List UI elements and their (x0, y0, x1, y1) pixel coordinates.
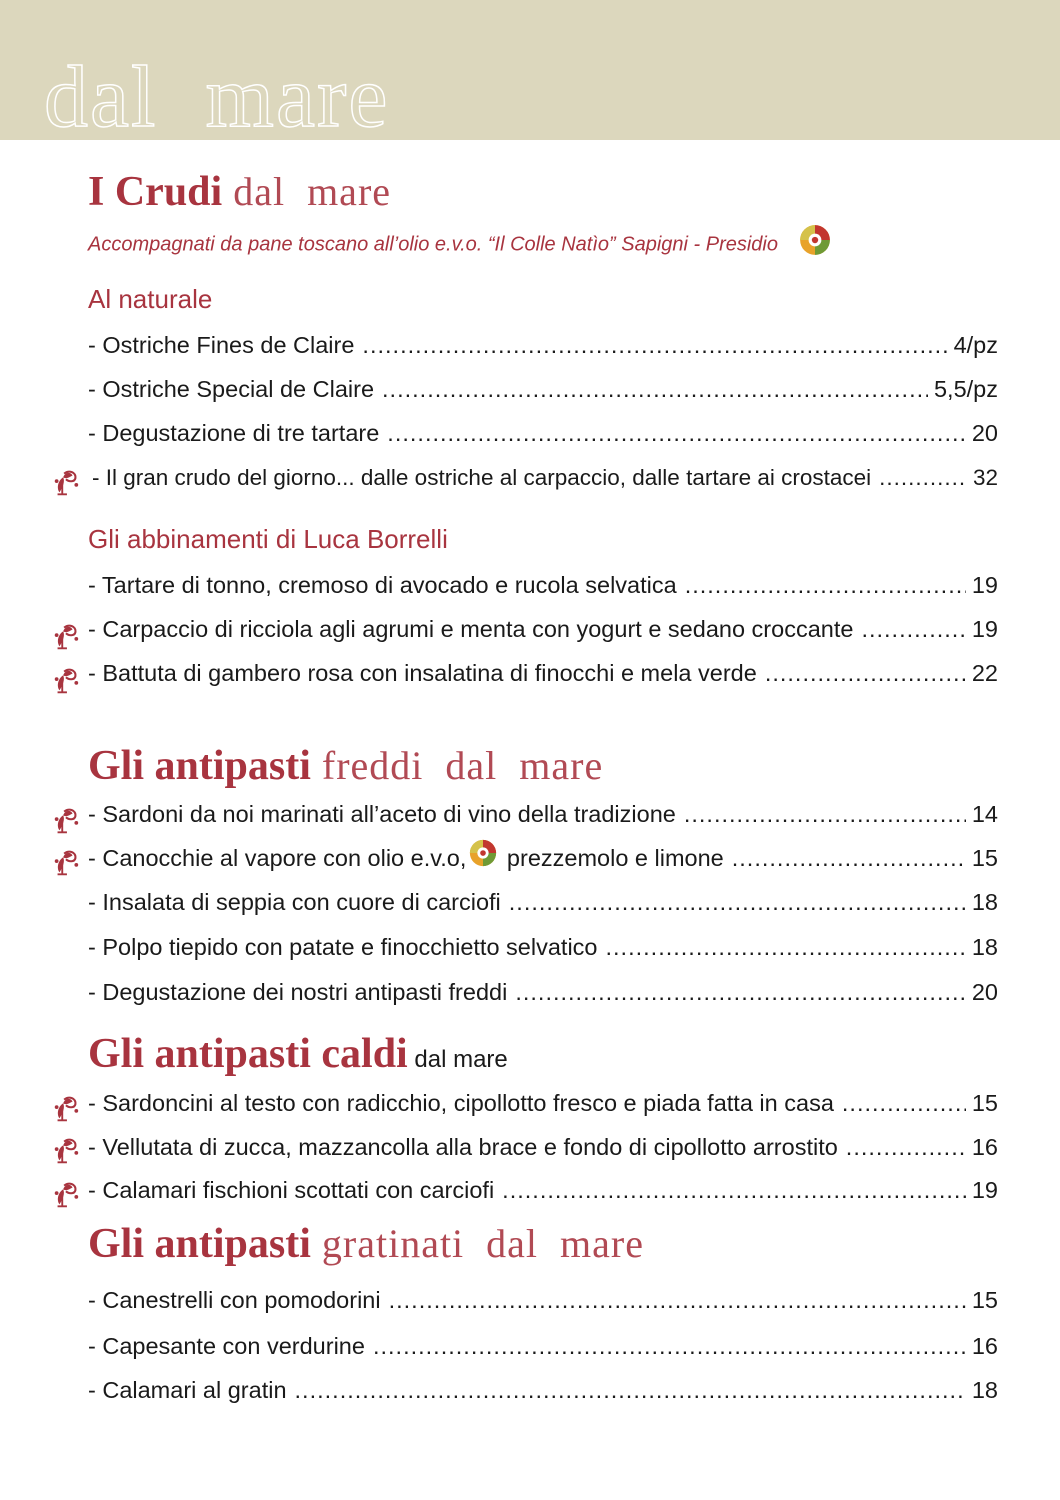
menu-item (88, 1287, 998, 1321)
header-banner (0, 0, 1060, 146)
item-price: 20 (971, 420, 998, 446)
chef-monogram-icon (50, 848, 82, 878)
note-text: Accompagnati da pane toscano all’olio e.v.o. “Il Colle Natìo” Sapigni - Presidio (88, 233, 778, 256)
slow-food-logo-icon (468, 838, 498, 868)
menu-item (88, 979, 998, 1013)
item-name-part1: - Canocchie al vapore con olio e.v.o, (88, 845, 467, 871)
menu-item (88, 376, 998, 410)
item-name: - Degustazione di tre tartare (88, 420, 380, 446)
menu-item (88, 1377, 998, 1411)
section-note (88, 233, 832, 257)
item-name: - Tartare di tonno, cremoso di avocado e rucola selvatica (88, 572, 677, 598)
page-title: dal mare (44, 49, 390, 146)
item-price: 16 (971, 1333, 998, 1359)
item-name: - Vellutata di zucca, mazzancolla alla brace e fondo di cipollotto arrostito (88, 1134, 838, 1160)
item-price: 15 (971, 1287, 998, 1313)
menu-item (88, 660, 998, 694)
section-title-gratinati (88, 1220, 644, 1268)
item-price: 18 (971, 1377, 998, 1403)
item-name: - Ostriche Fines de Claire (88, 332, 355, 358)
chef-monogram-icon (50, 1136, 82, 1166)
chef-monogram-icon (50, 666, 82, 696)
item-name: - Sardoni da noi marinati all’aceto di vino della tradizione (88, 801, 676, 827)
menu-item (88, 572, 998, 606)
item-price: 15 (971, 845, 998, 871)
item-price: 4/pz (953, 332, 998, 358)
section-title-bold: I Crudi (88, 169, 223, 215)
section-title-light: gratinati dal mare (310, 1221, 644, 1266)
item-name: - Calamari al gratin (88, 1377, 287, 1403)
item-name: - Capesante con verdurine (88, 1333, 365, 1359)
menu-item (88, 1177, 998, 1211)
item-name: - Polpo tiepido con patate e finocchietto selvatico (88, 934, 598, 960)
menu-item (88, 934, 998, 968)
item-price: 5,5/pz (933, 376, 998, 402)
subhead-al-naturale: Al naturale (88, 284, 213, 314)
item-name (88, 845, 724, 872)
section-title-light: freddi dal mare (310, 743, 604, 788)
item-price: 22 (971, 660, 998, 686)
item-price: 18 (971, 934, 998, 960)
item-name: - Battuta di gambero rosa con insalatina di finocchi e mela verde (88, 660, 757, 686)
chef-monogram-icon (50, 806, 82, 836)
menu-item (88, 1333, 998, 1367)
chef-monogram-icon (50, 1094, 82, 1124)
item-price: 16 (971, 1134, 998, 1160)
item-price: 32 (972, 465, 998, 490)
item-name: - Insalata di seppia con cuore di carciofi (88, 889, 501, 915)
item-price: 19 (971, 616, 998, 642)
chef-monogram-icon (50, 468, 82, 498)
section-title-freddi (88, 742, 603, 790)
menu-item (92, 465, 998, 499)
item-name: - Degustazione dei nostri antipasti freddi (88, 979, 508, 1005)
item-price: 20 (971, 979, 998, 1005)
item-name: - Calamari fischioni scottati con carciofi (88, 1177, 495, 1203)
item-name: - Carpaccio di ricciola agli agrumi e menta con yogurt e sedano croccante (88, 616, 854, 642)
menu-item (88, 845, 998, 879)
chef-monogram-icon (50, 1180, 82, 1210)
section-title-small: dal mare (407, 1046, 508, 1073)
item-price: 19 (971, 1177, 998, 1203)
section-title-crudi (88, 168, 391, 216)
section-title-bold: Gli antipasti (88, 1221, 311, 1267)
menu-item (88, 889, 998, 923)
item-name: - Sardoncini al testo con radicchio, cipollotto fresco e piada fatta in casa (88, 1090, 834, 1116)
menu-item (88, 1134, 998, 1168)
item-name: - Il gran crudo del giorno... dalle ostriche al carpaccio, dalle tartare ai crostacei (92, 465, 872, 490)
section-title-caldi (88, 1030, 508, 1078)
section-title-light: dal mare (222, 169, 392, 214)
menu-item (88, 1090, 998, 1124)
section-title-bold: Gli antipasti (88, 743, 311, 789)
menu-item (88, 801, 998, 835)
item-price: 15 (971, 1090, 998, 1116)
subhead-abbinamenti: Gli abbinamenti di Luca Borrelli (88, 524, 448, 554)
item-price: 19 (971, 572, 998, 598)
menu-item (88, 420, 998, 454)
item-price: 18 (971, 889, 998, 915)
item-price: 14 (971, 801, 998, 827)
item-name-part2: prezzemolo e limone (500, 845, 724, 871)
menu-item (88, 616, 998, 650)
item-name: - Ostriche Special de Claire (88, 376, 375, 402)
slow-food-logo-icon (798, 223, 832, 257)
section-title-bold: Gli antipasti caldi (88, 1031, 408, 1077)
item-name: - Canestrelli con pomodorini (88, 1287, 381, 1313)
chef-monogram-icon (50, 622, 82, 652)
menu-item (88, 332, 998, 366)
